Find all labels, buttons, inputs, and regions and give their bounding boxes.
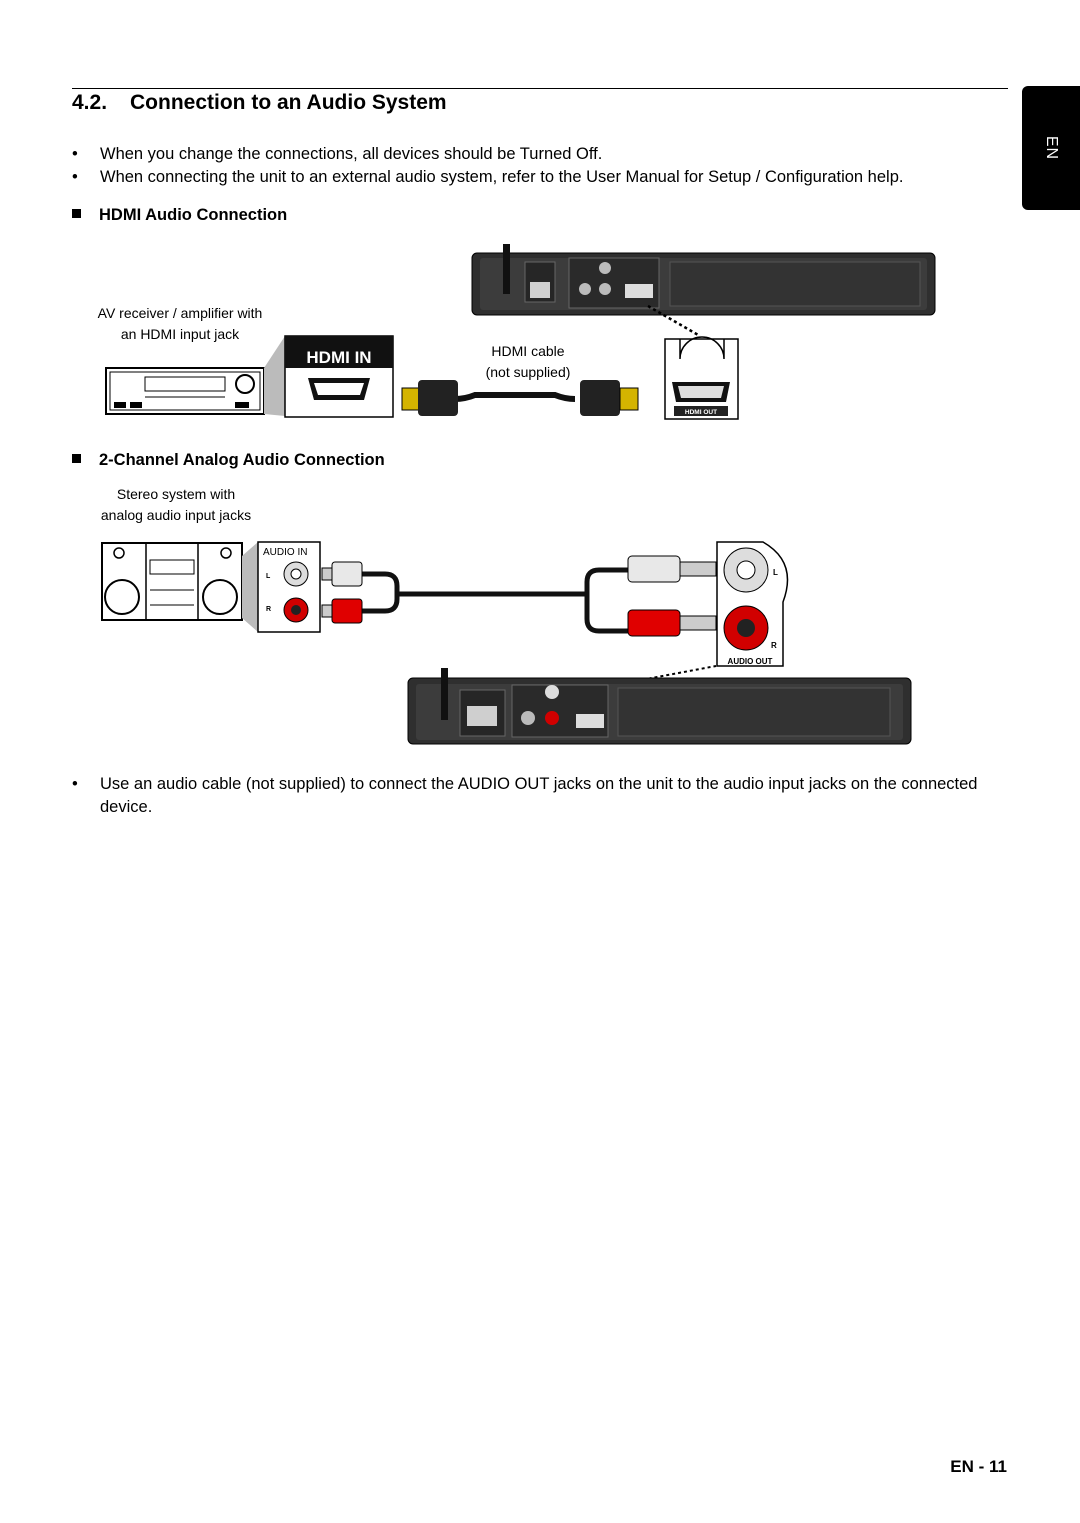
language-tab-label: EN [1043,135,1060,161]
player-rear-panel [472,244,935,315]
audio-out-left-label: L [773,568,778,577]
audio-in-panel [258,542,320,632]
audio-cable-note [72,773,992,819]
stereo-system-icon [102,543,242,620]
hdmi-in-port-zoom [285,336,393,417]
audio-out-port-zoom [717,542,788,666]
zoom-projection [264,336,285,416]
square-bullet-icon [72,209,81,218]
language-tab [1022,86,1080,210]
section-title-text: Connection to an Audio System [130,91,447,114]
audio-in-left-label: L [266,573,271,580]
hdmi-connection-diagram [100,240,940,425]
hdmi-out-port-zoom [665,337,738,419]
audio-out-label: AUDIO OUT [727,657,773,666]
hdmi-heading-text: HDMI Audio Connection [99,206,288,224]
audio-in-label: AUDIO IN [263,547,308,558]
section-number: 4.2. [72,91,108,114]
square-bullet-icon [72,454,81,463]
receiver-caption-line: an HDMI input jack [120,326,240,342]
analog-heading [72,451,385,470]
header-rule [72,88,1008,89]
cable-caption-line: (not supplied) [485,364,571,380]
page-number: EN - 11 [950,1457,1007,1476]
av-receiver-icon [106,368,264,414]
receiver-caption-line: AV receiver / amplifier with [97,305,263,321]
analog-connection-diagram [95,535,920,750]
audio-out-right-label: R [771,641,777,650]
bullet-item: • When connecting the unit to an external audio system, refer to the User Manual for Setup / Configuration help. [72,166,1012,189]
bullet-item: • When you change the connections, all devices should be Turned Off. [72,143,1012,166]
stereo-caption-line: analog audio input jacks [100,507,252,523]
stereo-caption-line: Stereo system with [116,486,236,502]
zoom-projection [242,542,258,632]
rca-cable-icon [322,556,716,636]
analog-heading-text: 2-Channel Analog Audio Connection [99,451,385,469]
intro-bullets [72,143,1012,189]
stereo-caption [76,484,276,526]
cable-caption-line: HDMI cable [491,343,565,359]
hdmi-in-label: HDMI IN [306,348,372,367]
hdmi-heading [72,206,287,225]
hdmi-cable-icon [402,380,638,416]
hdmi-out-label: HDMI OUT [684,409,718,416]
section-title [72,91,447,115]
audio-in-right-label: R [266,606,272,613]
note-item: • Use an audio cable (not supplied) to connect the AUDIO OUT jacks on the unit to the audio input jacks on the connected device. [72,773,992,819]
player-rear-panel [408,668,911,744]
